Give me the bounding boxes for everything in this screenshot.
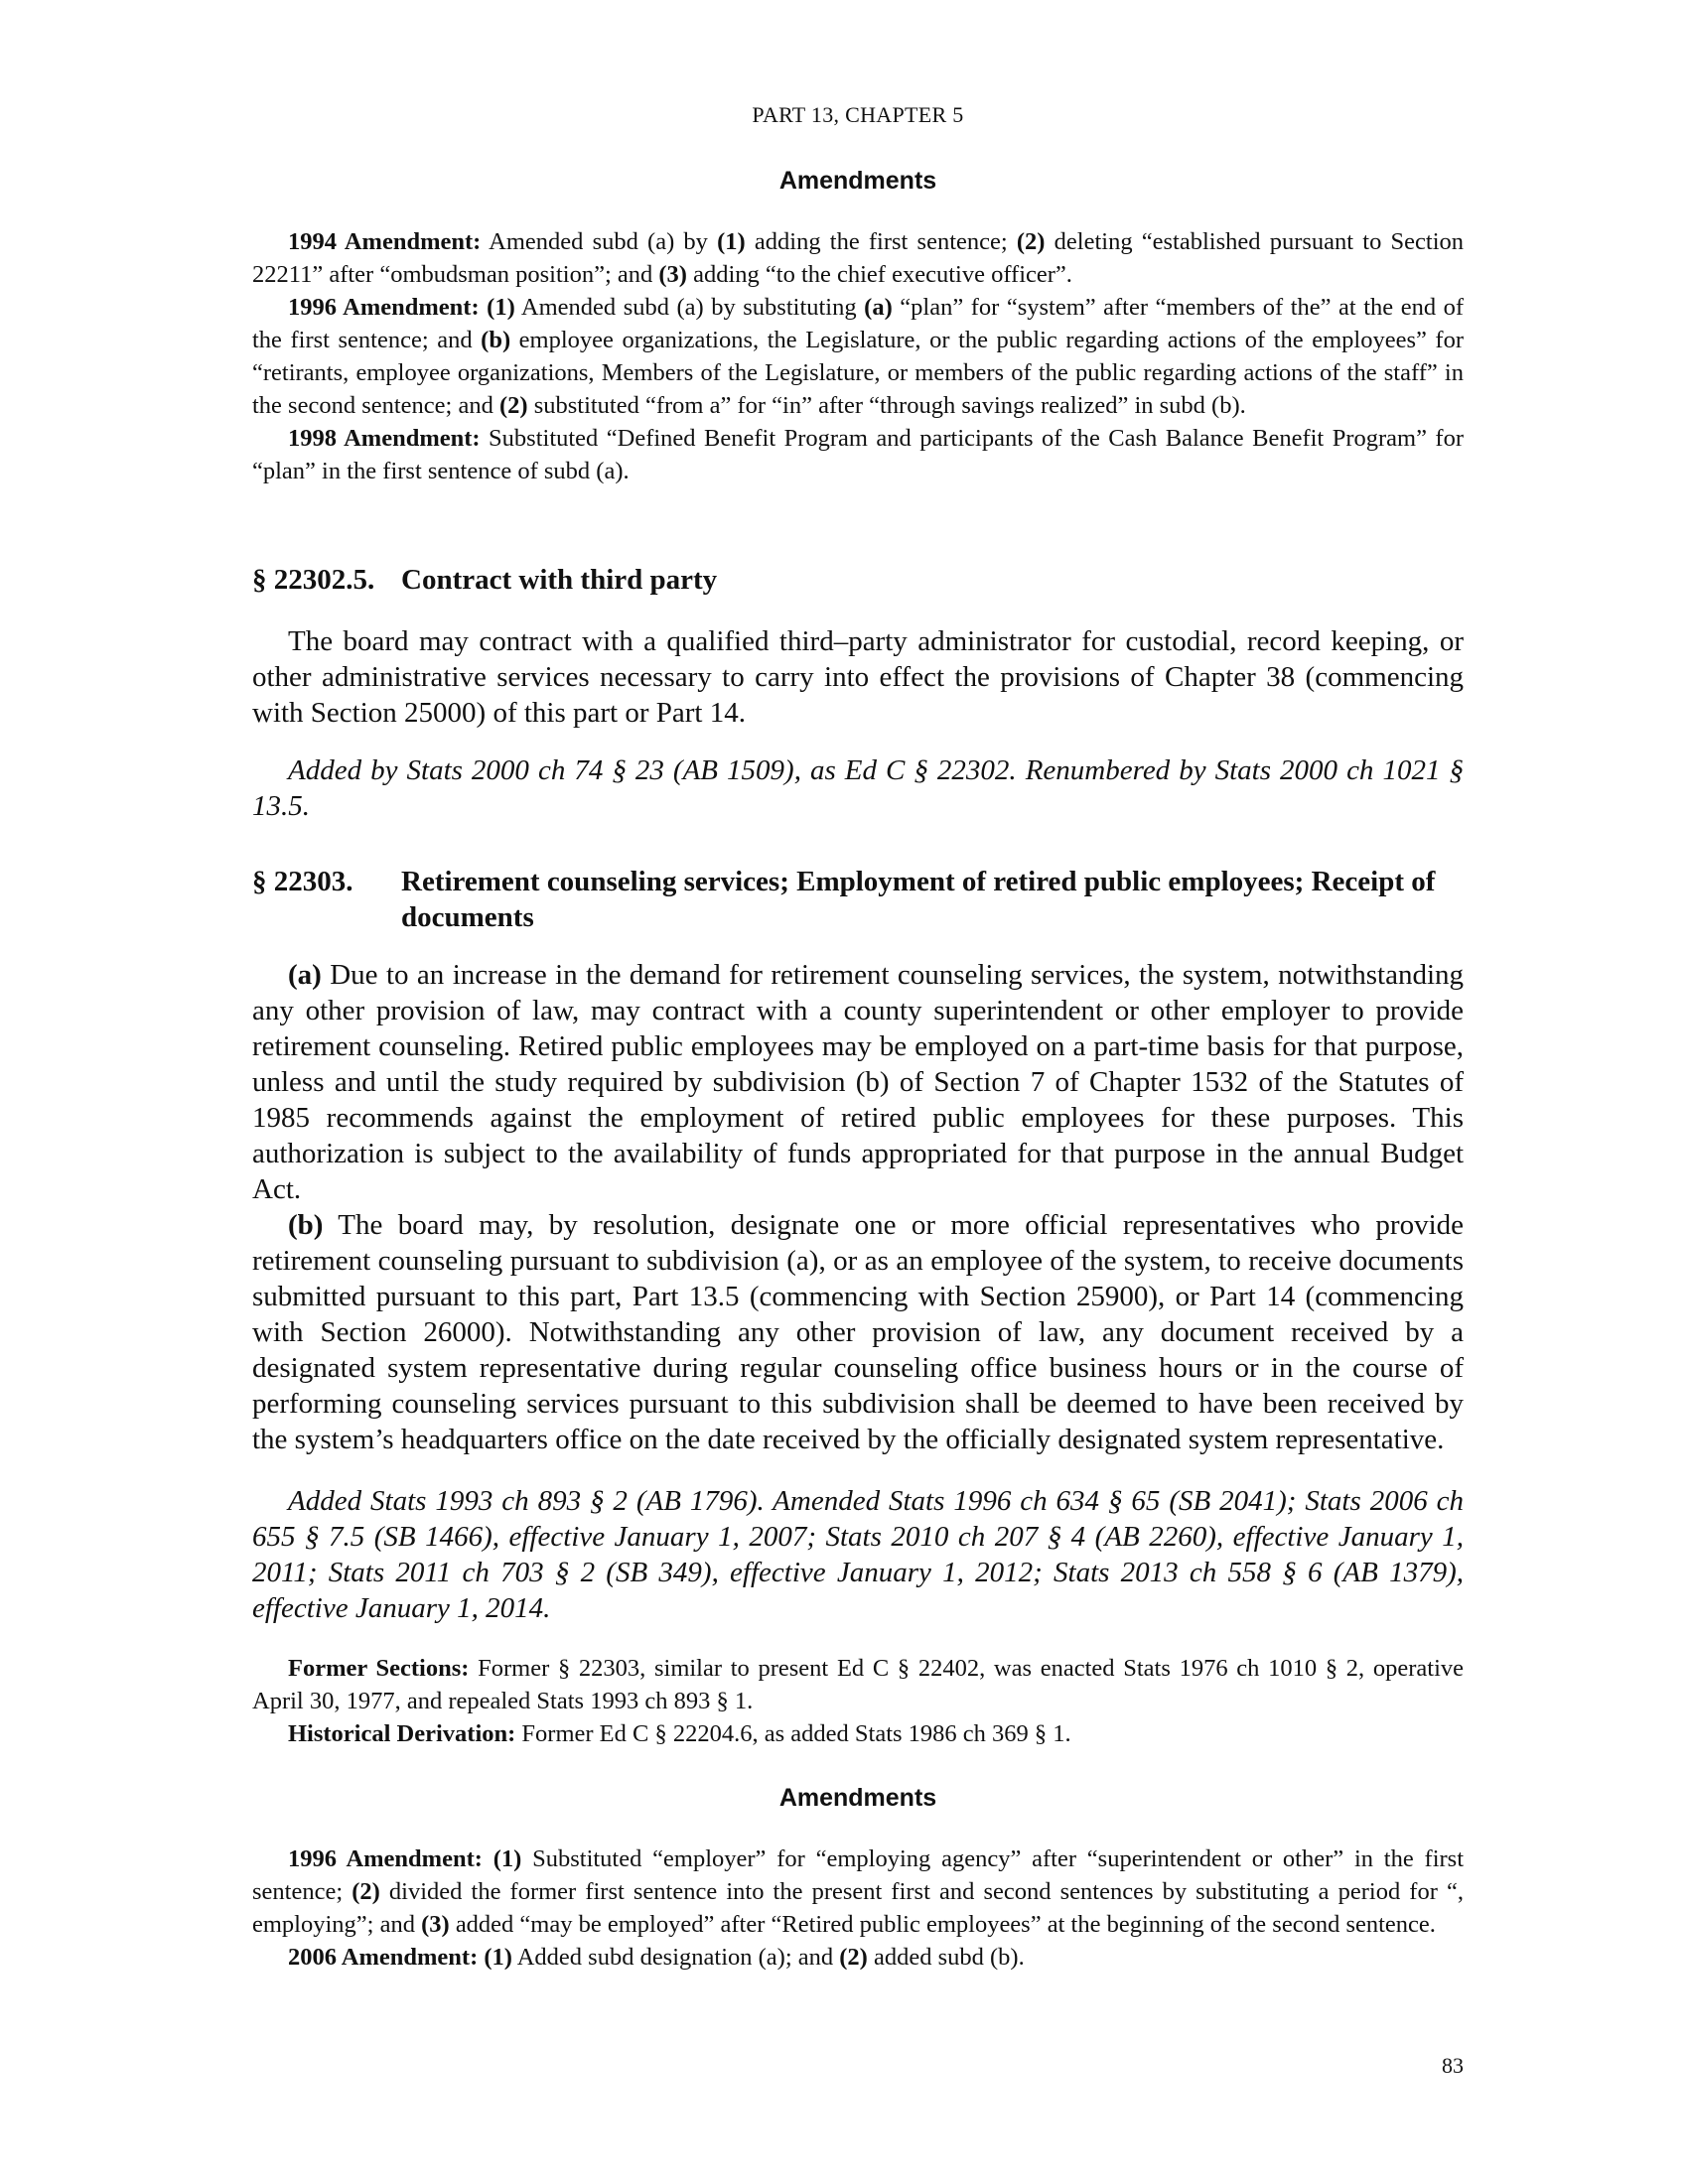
section-22303-history bbox=[252, 1483, 1464, 1626]
section-22303-notes bbox=[252, 1652, 1464, 1750]
amendments-section-2 bbox=[252, 1784, 1464, 1813]
document-page bbox=[252, 0, 1464, 2184]
section-heading-22303 bbox=[252, 864, 1464, 935]
section-number: § 22302.5. bbox=[252, 564, 375, 596]
section-22303-body bbox=[252, 957, 1464, 1457]
section-number: § 22303. bbox=[252, 866, 353, 897]
section-22302-5-history bbox=[252, 752, 1464, 824]
amendments-heading: Amendments bbox=[778, 1784, 937, 1812]
amendment-1996: 1996 Amendment: (1) Substituted “employer” for “employing agency” after “superintendent or other” in the first sentence; (2) divided the former first sentence into the present first and second sentences by substituting a period for “, employing”; and (3) added “may be employed” after “Retired public employees” at the beginning of the second sentence. bbox=[252, 1845, 1465, 1938]
amendment-1996: 1996 Amendment: (1) Amended subd (a) by substituting (a) “plan” for “system” after “members of the” at the end of the first sentence; and (b) employee organizations, the Legislature, or the public regarding actions of the employees” for “retirants, employee organizations, Members of the Legislature, or members of the public regarding actions of the staff” in the second sentence; and (2) substituted “from a” for “in” after “through savings realized” in subd (b). bbox=[252, 294, 1465, 419]
section-heading-22302-5 bbox=[252, 562, 1464, 598]
subdivision-b: (b) The board may, by resolution, designate one or more official representatives who provide retirement counseling pursuant to subdivision (a), or as an employee of the system, to receive documents submitted pursuant to this part, Part 13.5 (commencing with Section 25900), or Part 14 (commencing with Section 26000). Notwithstanding any other provision of law, any document received by a designated system representative during regular counseling office business hours or in the course of performing counseling services pursuant to this subdivision shall be deemed to have been received by the system’s headquarters office on the date received by the officially designated system representative. bbox=[252, 1209, 1464, 1455]
history-note: Added by Stats 2000 ch 74 § 23 (AB 1509), as Ed C § 22302. Renumbered by Stats 2000 ch 1021 § 13.5. bbox=[252, 754, 1464, 822]
amendments-section-1 bbox=[252, 167, 1464, 196]
subdivision-a: (a) Due to an increase in the demand for retirement counseling services, the system, notwithstanding any other provision of law, may contract with a county superintendent or other employer to provide retirement counseling. Retired public employees may be employed on a part-time basis for that purpose, unless and until the study required by subdivision (b) of Section 7 of Chapter 1532 of the Statutes of 1985 recommends against the employment of retired public employees for these purposes. This authorization is subject to the availability of funds appropriated for that purpose in the annual Budget Act. bbox=[252, 959, 1464, 1205]
amendment-notes-2 bbox=[252, 1843, 1464, 1974]
section-title: Retirement counseling services; Employment of retired public employees; Receipt of documents bbox=[401, 866, 1436, 933]
amendment-2006: 2006 Amendment: (1) Added subd designation (a); and (2) added subd (b). bbox=[288, 1944, 1025, 1971]
former-sections-note: Former Sections: Former § 22303, similar to present Ed C § 22402, was enacted Stats 1976 ch 1010 § 2, operative April 30, 1977, and repealed Stats 1993 ch 893 § 1. bbox=[252, 1655, 1464, 1714]
amendment-1994: 1994 Amendment: Amended subd (a) by (1) adding the first sentence; (2) deleting “established pursuant to Section 22211” after “ombudsman position”; and (3) adding “to the chief executive officer”. bbox=[252, 228, 1464, 288]
section-text: The board may contract with a qualified third–party administrator for custodial, record keeping, or other administrative services necessary to carry into effect the provisions of Chapter 38 (commencing with Section 25000) of this part or Part 14. bbox=[252, 625, 1464, 729]
historical-derivation-note: Historical Derivation: Former Ed C § 22204.6, as added Stats 1986 ch 369 § 1. bbox=[288, 1720, 1071, 1747]
amendment-1998: 1998 Amendment: Substituted “Defined Benefit Program and participants of the Cash Balance Benefit Program” for “plan” in the first sentence of subd (a). bbox=[252, 425, 1464, 484]
running-head: PART 13, CHAPTER 5 bbox=[752, 102, 964, 127]
section-title: Contract with third party bbox=[401, 564, 718, 596]
amendment-notes-1 bbox=[252, 225, 1464, 487]
history-note: Added Stats 1993 ch 893 § 2 (AB 1796). Amended Stats 1996 ch 634 § 65 (SB 2041); Stats 2006 ch 655 § 7.5 (SB 1466), effective January 1, 2007; Stats 2010 ch 207 § 4 (AB 2260), effective January 1, 2011; Stats 2011 ch 703 § 2 (SB 349), effective January 1, 2012; Stats 2013 ch 558 § 6 (AB 1379), effective January 1, 2014. bbox=[252, 1485, 1464, 1624]
page-number: 83 bbox=[1442, 2053, 1464, 2078]
amendments-heading: Amendments bbox=[778, 167, 937, 195]
section-22302-5-body bbox=[252, 623, 1464, 731]
